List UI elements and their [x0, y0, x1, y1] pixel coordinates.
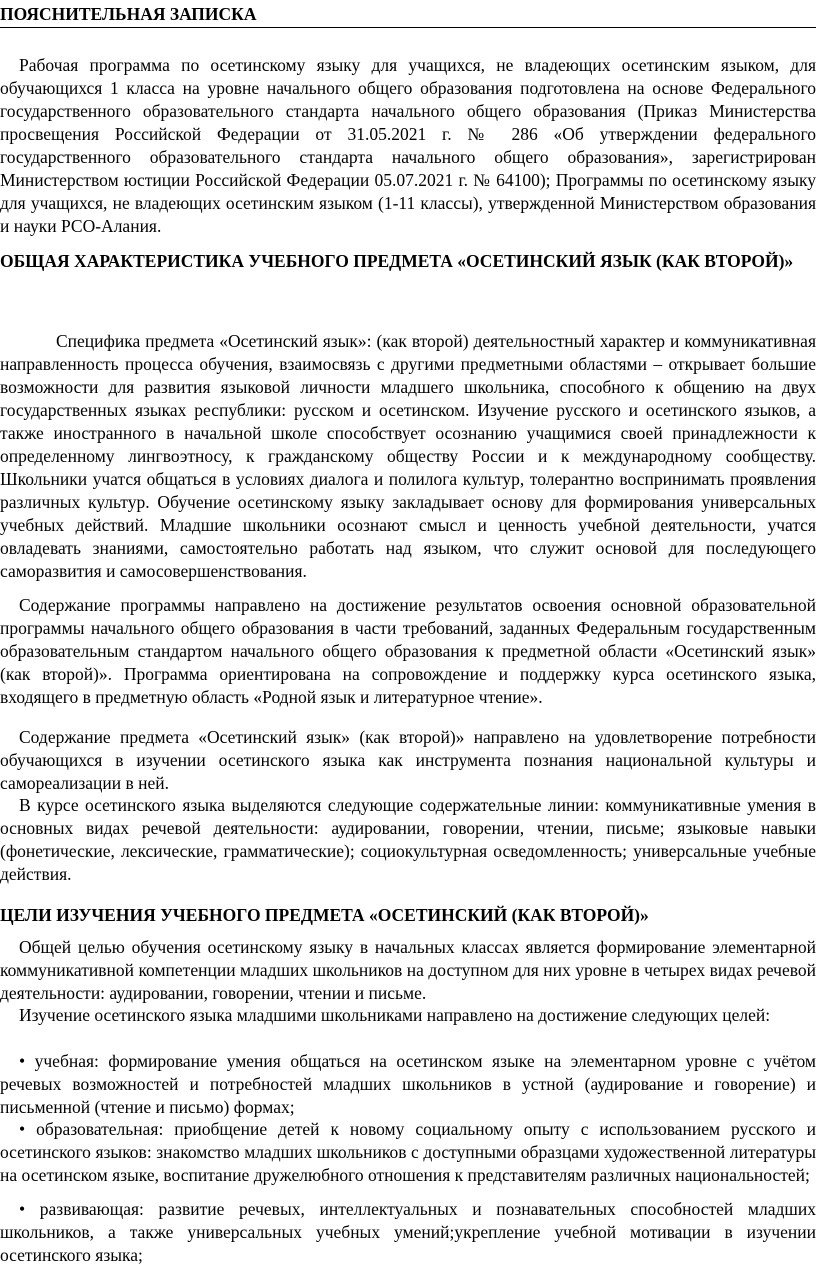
intro-paragraph: Рабочая программа по осетинскому языку для учащихся, не владеющих осетинским языком, для обучающихся 1 класса на уровне начального общего образования подготовлена на основе Федерального государственного образовательного стандарта начального общего образования (Приказ Министерства просвещения Российской Федерации от 31.05.2021 г. № 286 «Об утверждении федерального государственного образовательного стандарта начального общего образования», зарегистрирован Министерством юстиции Российской Федерации 05.07.2021 г. № 64100); Программы по осетинскому языку для учащихся, не владеющих осетинским языком (1-11 классы), утвержденной Министерством образования и науки РСО-Алания.	[0, 55, 816, 236]
section-goals-paragraph-1: Общей целью обучения осетинскому языку в начальных классах является формирование элементарной коммуникативной компетенции младших школьников на доступном для них уровне в четырех видах речевой деятельности: аудировании, говорении, чтении и письме.	[0, 937, 816, 1003]
section-general-paragraph-4: В курсе осетинского языка выделяются следующие содержательные линии: коммуникативные умения в основных видах речевой деятельности: аудировании, говорении, чтении, письме; языковые навыки (фонетические, лексические, грамматические); социокультурная осведомленность; универсальные учебные действия.	[0, 795, 816, 884]
section-general-paragraph-3: Содержание предмета «Осетинский язык» (как второй)» направлено на удовлетворение потребности обучающихся в изучении осетинского языка как инструмента познания национальной культуры и самореализации в ней.	[0, 727, 816, 793]
title-underline	[0, 27, 816, 28]
section-general-paragraph-2: Содержание программы направлено на достижение результатов освоения основной образовательной программы начального общего образования в части требований, заданных Федеральным государственным образовательным стандартом начального общего образования к предметной области «Осетинский язык» (как второй)». Программа ориентирована на сопровождение и поддержку курса осетинского языка, входящего в предметную область «Родной язык и литературное чтение».	[0, 595, 816, 707]
goal-item-developing: • развивающая: развитие речевых, интеллектуальных и познавательных способностей младших школьников, а также универсальных учебных умений;укрепление учебной мотивации в изучении осетинского языка;	[0, 1199, 816, 1265]
document-title: ПОЯСНИТЕЛЬНАЯ ЗАПИСКА	[0, 4, 257, 24]
goal-item-formative: • образовательная: приобщение детей к новому социальному опыту с использованием русского и осетинского языков: знакомство младших школьников с доступными образцами художественной литературы на осетинском языке, воспитание дружелюбного отношения к представителям различных национальностей;	[0, 1119, 816, 1185]
section-general-paragraph-1: Специфика предмета «Осетинский язык»: (как второй) деятельностный характер и коммуникативная направленность процесса обучения, взаимосвязь с другими предметными областями – открывает большие возможности для развития языковой личности младшего школьника, способного к общению на двух государственных языках республики: русском и осетинском. Изучение русского и осетинского языков, а также иностранного в начальной школе способствует осознанию учащимися своей принадлежности к определенному лингвоэтносу, к гражданскому обществу России и к международному сообществу. Школьники учатся общаться в условиях диалога и полилога культур, толерантно воспринимать проявления различных культур. Обучение осетинскому языку закладывает основу для формирования универсальных учебных действий. Младшие школьники осознают смысл и ценность учебной деятельности, учатся овладевать знаниями, самостоятельно работать над языком, что служит основой для последующего саморазвития и самосовершенствования.	[0, 331, 816, 581]
section-heading-general: ОБЩАЯ ХАРАКТЕРИСТИКА УЧЕБНОГО ПРЕДМЕТА «ОСЕТИНСКИЙ ЯЗЫК (КАК ВТОРОЙ)»	[0, 251, 794, 271]
section-goals-paragraph-2: Изучение осетинского языка младшими школьниками направлено на достижение следующих целей:	[19, 1005, 771, 1025]
goal-item-educational: • учебная: формирование умения общаться на осетинском языке на элементарном уровне с учётом речевых возможностей и потребностей младших школьников в устной (аудирование и говорение) и письменной (чтение и письмо) формах;	[0, 1051, 816, 1117]
section-heading-goals: ЦЕЛИ ИЗУЧЕНИЯ УЧЕБНОГО ПРЕДМЕТА «ОСЕТИНСКИЙ (КАК ВТОРОЙ)»	[0, 905, 649, 925]
